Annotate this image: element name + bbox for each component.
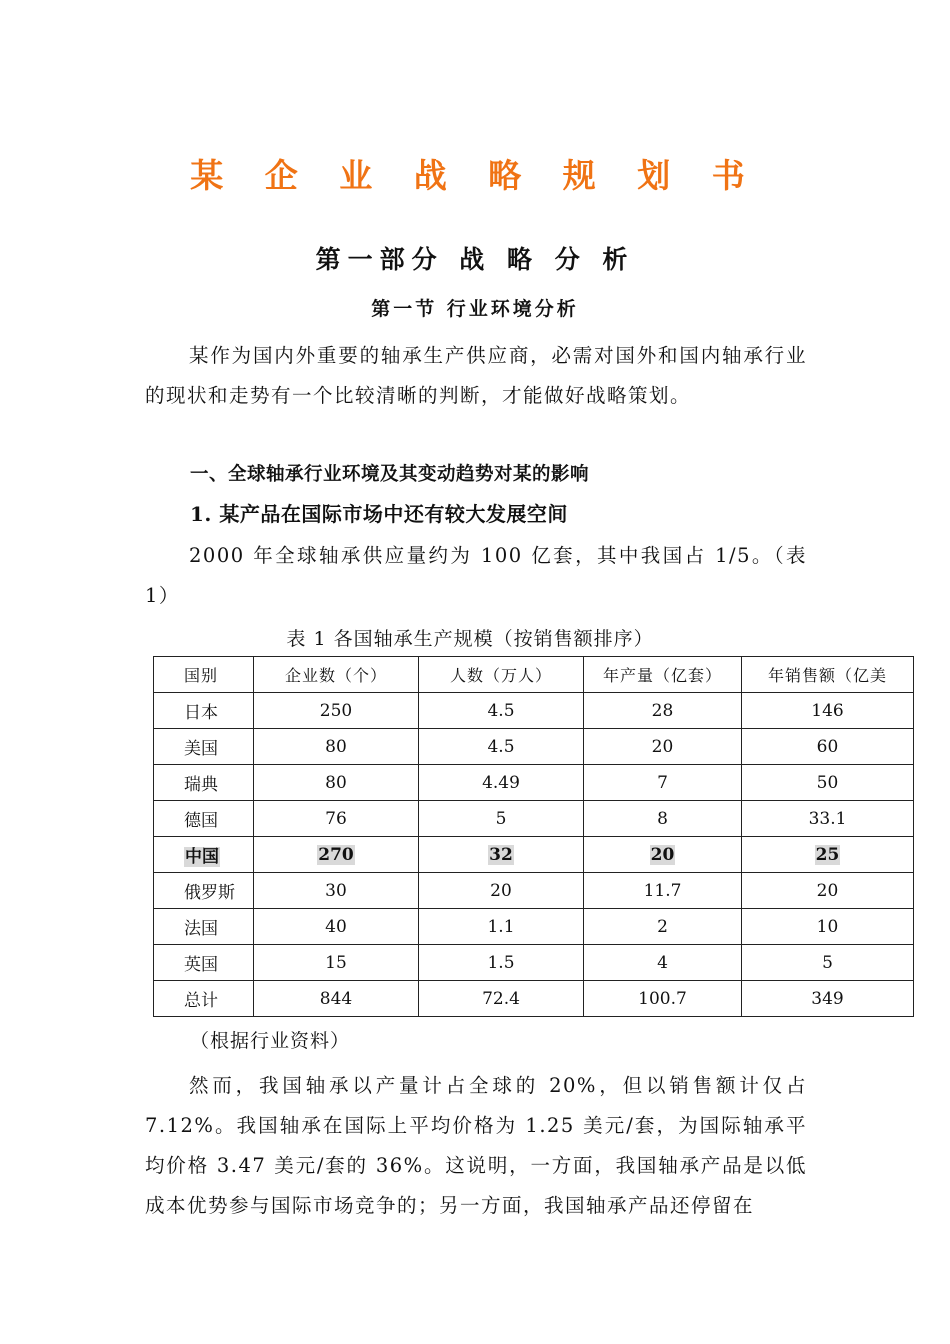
cell-text: 20 (650, 844, 675, 865)
cell-text: 1.1 (487, 916, 515, 937)
table-row (154, 909, 914, 945)
table-caption: 表 1 各国轴承生产规模（按销售额排序） (286, 628, 654, 650)
cell-employees (419, 693, 584, 729)
cell-employees (419, 873, 584, 909)
cell-text: 20 (490, 880, 512, 901)
cell-text: 8 (657, 808, 668, 829)
table-row (154, 693, 914, 729)
cell-text: 瑞典 (184, 775, 218, 795)
source-note: （根据行业资料） (190, 1030, 351, 1052)
cell-text: 30 (325, 880, 347, 901)
cell-text: 20 (651, 736, 674, 757)
table-row (154, 837, 914, 873)
cell-text: 32 (489, 844, 513, 865)
cell-text: 80 (325, 772, 347, 793)
cell-sales (742, 837, 914, 873)
cell-companies (254, 981, 419, 1017)
heading-market-space: 1. 某产品在国际市场中还有较大发展空间 (190, 502, 568, 526)
heading-global-environment: 一、全球轴承行业环境及其变动趋势对某的影响 (190, 464, 590, 485)
cell-output (584, 801, 742, 837)
cell-employees (419, 801, 584, 837)
cell-output (584, 729, 742, 765)
header-country: 国别 (154, 657, 254, 693)
cell-text: 德国 (184, 811, 218, 831)
bearing-production-table (153, 656, 914, 1017)
cell-text: 250 (319, 700, 353, 721)
cell-text: 15 (325, 952, 347, 973)
cell-output (584, 837, 742, 873)
supply-paragraph: 2000 年全球轴承供应量约为 100 亿套，其中我国占 1/5。（表 1） (145, 544, 807, 607)
cell-companies (254, 765, 419, 801)
cell-output (584, 873, 742, 909)
cell-companies (254, 945, 419, 981)
cell-sales (742, 729, 914, 765)
table-row (154, 729, 914, 765)
cell-country (154, 801, 254, 837)
cell-country (154, 837, 254, 873)
cell-output (584, 765, 742, 801)
cell-text: 美国 (184, 739, 218, 759)
table-row (154, 801, 914, 837)
table-row (154, 945, 914, 981)
cell-companies (254, 693, 419, 729)
cell-text: 10 (816, 916, 839, 937)
cell-employees (419, 729, 584, 765)
cell-companies (254, 801, 419, 837)
cell-text: 4.5 (487, 736, 515, 757)
cell-sales (742, 765, 914, 801)
cell-text: 25 (815, 844, 840, 865)
cell-text: 英国 (184, 955, 218, 975)
cell-text: 270 (318, 844, 354, 865)
cell-employees (419, 909, 584, 945)
cell-country (154, 765, 254, 801)
table-body (154, 693, 914, 1017)
cell-country (154, 981, 254, 1017)
table-row (154, 765, 914, 801)
analysis-paragraph: 然而，我国轴承以产量计占全球的 20%，但以销售额计仅占 7.12%。我国轴承在国际上平均价格为 1.25 美元/套，为国际轴承平均价格 3.47 美元/套的 36%。这说明，一方面，我国轴承产品是以低成本优势参与国际市场竞争的；另一方面，我国轴承产品还停留在 (145, 1074, 807, 1217)
cell-text: 俄罗斯 (184, 883, 235, 903)
cell-text: 60 (816, 736, 839, 757)
cell-output (584, 693, 742, 729)
cell-country (154, 945, 254, 981)
cell-companies (254, 909, 419, 945)
cell-sales (742, 981, 914, 1017)
cell-text: 总计 (184, 991, 218, 1011)
cell-country (154, 873, 254, 909)
cell-text: 5 (822, 952, 833, 973)
intro-paragraph: 某作为国内外重要的轴承生产供应商，必需对国外和国内轴承行业的现状和走势有一个比较清晰的判断，才能做好战略策划。 (145, 344, 807, 407)
cell-country (154, 909, 254, 945)
cell-companies (254, 873, 419, 909)
table-row (154, 873, 914, 909)
cell-sales (742, 873, 914, 909)
cell-text: 4.5 (487, 700, 515, 721)
cell-output (584, 909, 742, 945)
cell-sales (742, 693, 914, 729)
cell-output (584, 945, 742, 981)
cell-text: 4 (657, 952, 668, 973)
cell-employees (419, 945, 584, 981)
cell-text: 349 (811, 988, 844, 1009)
cell-text: 日本 (184, 703, 218, 723)
cell-sales (742, 801, 914, 837)
cell-sales (742, 945, 914, 981)
cell-text: 20 (816, 880, 839, 901)
cell-text: 33.1 (808, 808, 847, 829)
cell-text: 50 (816, 772, 839, 793)
section-title: 第一节 行业环境分析 (371, 298, 579, 320)
part-title: 第一部分 战 略 分 析 (315, 245, 635, 274)
header-output: 年产量（亿套） (584, 657, 742, 693)
cell-text: 28 (651, 700, 674, 721)
cell-text: 40 (325, 916, 347, 937)
table-row (154, 981, 914, 1017)
cell-country (154, 729, 254, 765)
cell-text: 844 (319, 988, 353, 1009)
cell-text: 中国 (185, 847, 219, 867)
cell-text: 146 (811, 700, 844, 721)
cell-country (154, 693, 254, 729)
cell-employees (419, 837, 584, 873)
document-title: 某 企 业 战 略 规 划 书 (190, 156, 760, 195)
cell-companies (254, 837, 419, 873)
header-sales: 年销售额（亿美 (742, 657, 914, 693)
cell-employees (419, 765, 584, 801)
cell-text: 76 (325, 808, 347, 829)
header-companies: 企业数（个） (254, 657, 419, 693)
cell-text: 2 (657, 916, 668, 937)
cell-sales (742, 909, 914, 945)
cell-text: 5 (495, 808, 507, 829)
cell-text: 11.7 (643, 880, 682, 901)
cell-companies (254, 729, 419, 765)
cell-text: 法国 (184, 919, 218, 939)
cell-text: 100.7 (638, 988, 687, 1009)
cell-employees (419, 981, 584, 1017)
cell-output (584, 981, 742, 1017)
header-employees: 人数（万人） (419, 657, 584, 693)
cell-text: 1.5 (487, 952, 515, 973)
cell-text: 4.49 (482, 772, 520, 793)
cell-text: 80 (325, 736, 347, 757)
table-header-row (154, 657, 914, 693)
cell-text: 7 (657, 772, 668, 793)
cell-text: 72.4 (482, 988, 520, 1009)
